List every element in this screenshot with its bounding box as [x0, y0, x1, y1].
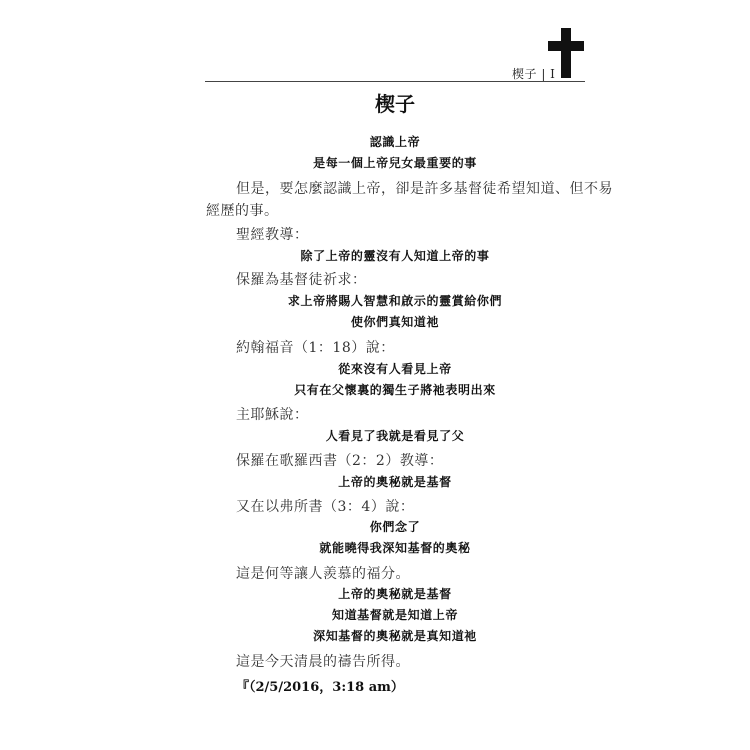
quote-line: 就能曉得我深知基督的奧秘 [319, 541, 471, 555]
prayer-date: 『（2/5/2016，3:18 am） [236, 680, 404, 695]
body-paragraph-line: 這是今天清晨的禱告所得。 [236, 654, 410, 670]
quote-line: 認識上帝 [369, 135, 421, 149]
body-paragraph-line: 但是，要怎麼認識上帝，卻是許多基督徒希望知道、但不易 [236, 181, 613, 197]
body-paragraph-line: 這是何等讓人羨慕的福分。 [236, 566, 410, 582]
quote-line: 除了上帝的靈沒有人知道上帝的事 [300, 249, 490, 263]
header-divider [205, 81, 585, 82]
quote-line: 上帝的奧秘就是基督 [338, 475, 452, 489]
quote-line: 求上帝將賜人智慧和啟示的靈賞給你們 [287, 294, 503, 308]
quote-line: 你們念了 [369, 520, 421, 534]
quote-line: 深知基督的奧秘就是真知道祂 [313, 629, 477, 643]
quote-line: 知道基督就是知道上帝 [331, 608, 458, 622]
body-paragraph-line: 又在以弗所書（3：4）說： [236, 499, 415, 515]
quote-line: 上帝的奧秘就是基督 [338, 587, 452, 601]
body-paragraph-line: 約翰福音（1：18）說： [236, 340, 395, 356]
quote-line: 只有在父懷裏的獨生子將祂表明出來 [294, 383, 496, 397]
quote-line: 人看見了我就是看見了父 [325, 429, 465, 443]
running-header: 楔子 | I [512, 67, 556, 81]
body-paragraph-line: 聖經教導： [236, 227, 309, 243]
quote-line: 從來沒有人看見上帝 [338, 362, 452, 376]
quote-line: 使你們真知道祂 [350, 315, 440, 329]
body-paragraph-line: 主耶穌說： [236, 407, 309, 423]
quote-line: 是每一個上帝兒女最重要的事 [313, 156, 477, 170]
body-paragraph-line: 保羅在歌羅西書（2：2）教導： [236, 453, 444, 469]
body-paragraph-line: 保羅為基督徒祈求： [236, 272, 367, 288]
page-title: 楔子 [375, 92, 415, 116]
body-paragraph-line: 經歷的事。 [206, 203, 279, 219]
